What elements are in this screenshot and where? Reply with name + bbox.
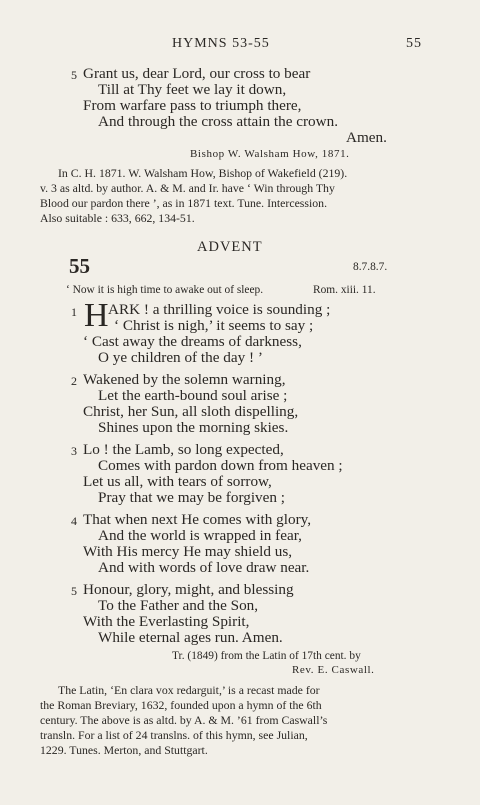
- verse-line: Wakened by the solemn warning,: [83, 371, 286, 388]
- verse-line: Pray that we may be forgiven ;: [98, 489, 285, 506]
- verse-number: 4: [71, 514, 77, 528]
- note-line: century. The above is as altd. by A. & M. ’61 from Caswall’s: [40, 713, 328, 727]
- section-title: ADVENT: [197, 239, 263, 255]
- author-attribution: Bishop W. Walsham How, 1871.: [190, 148, 350, 160]
- verse-line: Shines upon the morning skies.: [98, 419, 289, 436]
- verse-line: To the Father and the Son,: [98, 597, 259, 614]
- meter: 8.7.8.7.: [353, 261, 388, 273]
- note-line: the Roman Breviary, 1632, founded upon a hymn of the 6th: [40, 698, 322, 712]
- epigraph: ‘ Now it is high time to awake out of sleep.: [66, 284, 264, 296]
- note-line: 1229. Tunes. Merton, and Stuttgart.: [40, 743, 208, 757]
- verse-line: While eternal ages run. Amen.: [98, 629, 283, 646]
- note-line: The Latin, ‘En clara vox redarguit,’ is a recast made for: [58, 683, 320, 697]
- note-line: v. 3 as altd. by author. A. & M. and Ir. have ‘ Win through Thy: [40, 181, 335, 195]
- verse-line: ARK ! a thrilling voice is sounding ;: [108, 301, 331, 318]
- verse-line: O ye children of the day ! ’: [98, 349, 263, 366]
- verse-line: That when next He comes with glory,: [83, 511, 312, 528]
- drop-cap: H: [84, 297, 109, 334]
- verse-number: 3: [71, 444, 77, 458]
- verse-line: And the world is wrapped in fear,: [98, 527, 302, 544]
- verse-number: 1: [71, 305, 77, 319]
- translation-attribution: Tr. (1849) from the Latin of 17th cent. by: [172, 650, 361, 662]
- verse-line: With the Everlasting Spirit,: [83, 613, 250, 630]
- verse-line: Honour, glory, might, and blessing: [83, 581, 294, 598]
- verse-number: 5: [71, 584, 77, 598]
- hymn-number: 55: [69, 254, 90, 278]
- note-line: transln. For a list of 24 translns. of this hymn, see Julian,: [40, 728, 308, 742]
- note-line: In C. H. 1871. W. Walsham How, Bishop of Wakefield (219).: [58, 166, 348, 180]
- verse-number: 2: [71, 374, 77, 388]
- verse-line: Christ, her Sun, all sloth dispelling,: [83, 403, 299, 420]
- epigraph-reference: Rom. xiii. 11.: [313, 284, 376, 296]
- verse-line: Grant us, dear Lord, our cross to bear: [83, 65, 311, 82]
- verse-number: 5: [71, 68, 77, 82]
- verse-line: And with words of love draw near.: [98, 559, 310, 576]
- verse-line: With His mercy He may shield us,: [83, 543, 293, 560]
- running-header-title: HYMNS 53-55: [172, 36, 270, 51]
- translator: Rev. E. Caswall.: [292, 664, 375, 676]
- note-line: Blood our pardon there ’, as in 1871 text. Tune. Intercession.: [40, 196, 328, 210]
- note-line: Also suitable : 633, 662, 134-51.: [40, 211, 195, 225]
- verse-line: And through the cross attain the crown.: [98, 113, 338, 130]
- verse-line: ‘ Cast away the dreams of darkness,: [83, 333, 302, 350]
- page-number: 55: [406, 36, 422, 51]
- verse-line: Till at Thy feet we lay it down,: [98, 81, 287, 98]
- verse-line: Let us all, with tears of sorrow,: [83, 473, 272, 490]
- verse-line: Let the earth-bound soul arise ;: [98, 387, 288, 404]
- verse-line: Comes with pardon down from heaven ;: [98, 457, 343, 474]
- verse-line: Lo ! the Lamb, so long expected,: [83, 441, 284, 458]
- verse-line: ‘ Christ is nigh,’ it seems to say ;: [114, 317, 314, 334]
- verse-line: From warfare pass to triumph there,: [83, 97, 302, 114]
- amen: Amen.: [346, 129, 387, 146]
